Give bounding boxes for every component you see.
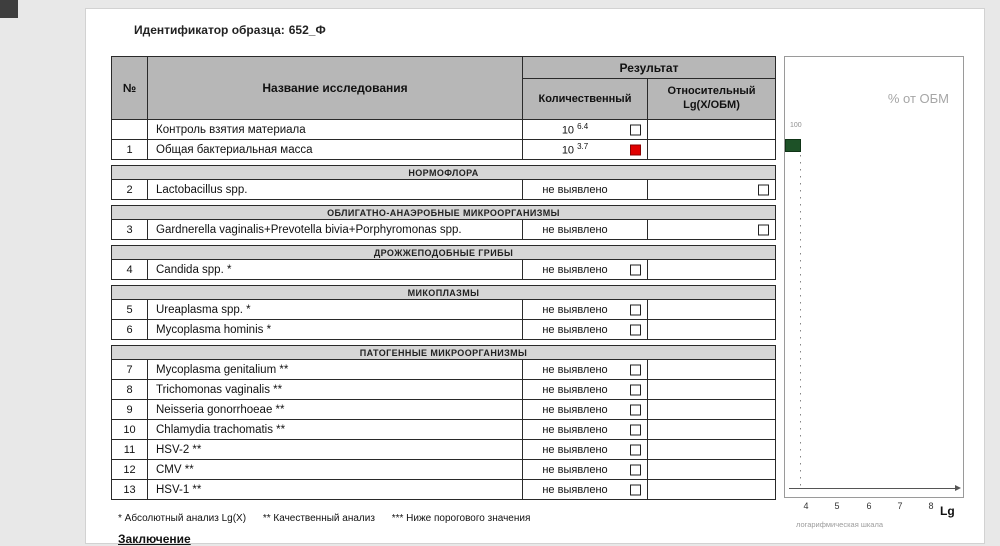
checkbox-icon — [630, 384, 641, 395]
cell-name: HSV-1 ** — [148, 480, 523, 499]
table-row — [111, 359, 776, 380]
quant-text: не выявлено — [542, 223, 608, 236]
cell-name: Candida spp. * — [148, 260, 523, 279]
checkbox-icon — [630, 404, 641, 415]
checkbox-icon — [630, 124, 641, 135]
checkbox-icon — [630, 444, 641, 455]
cell-num: 12 — [112, 460, 148, 479]
cell-relative — [648, 120, 775, 139]
cell-num: 3 — [112, 220, 148, 239]
checkbox-icon — [758, 224, 769, 235]
quant-value — [562, 122, 588, 137]
checkbox-icon — [630, 424, 641, 435]
report-page — [85, 8, 985, 544]
quant-base: 10 — [561, 144, 575, 157]
table-row-control — [111, 119, 776, 140]
cell-name: Chlamydia trachomatis ** — [148, 420, 523, 439]
cell-num: 11 — [112, 440, 148, 459]
cell-relative — [648, 440, 775, 459]
sample-id-value: 652_Ф — [288, 23, 326, 37]
cell-quantitative — [523, 400, 648, 419]
quant-text: не выявлено — [542, 383, 608, 396]
cell-relative — [648, 140, 775, 159]
cell-name: CMV ** — [148, 460, 523, 479]
obm-bar — [785, 139, 801, 152]
cell-name: Mycoplasma hominis * — [148, 320, 523, 339]
header-relative: Относительный Lg(X/ОБМ) — [667, 85, 756, 111]
cell-num: 5 — [112, 300, 148, 319]
quant-text: не выявлено — [542, 263, 608, 276]
section-label: НОРМОФЛОРА — [408, 167, 479, 178]
cell-name: Lactobacillus spp. — [148, 180, 523, 199]
header-num: № — [112, 57, 148, 119]
axis-tick: 6 — [866, 501, 872, 511]
cell-name: Trichomonas vaginalis ** — [148, 380, 523, 399]
footnotes — [118, 513, 544, 524]
section-label: МИКОПЛАЗМЫ — [407, 287, 480, 298]
quant-text: не выявлено — [542, 403, 608, 416]
cell-num: 8 — [112, 380, 148, 399]
obm-chart — [784, 56, 964, 498]
quant-text: не выявлено — [542, 443, 608, 456]
cell-relative — [648, 180, 775, 199]
footnote-threshold: *** Ниже порогового значения — [391, 513, 531, 524]
cell-quantitative — [523, 220, 648, 239]
checkbox-icon — [630, 324, 641, 335]
table-header — [111, 56, 776, 120]
cell-quantitative — [523, 260, 648, 279]
cell-relative — [648, 400, 775, 419]
cell-num — [112, 120, 148, 139]
section-row — [111, 205, 776, 220]
axis-tick: 8 — [928, 501, 934, 511]
cell-relative — [648, 480, 775, 499]
footnote-absolute: * Абсолютный анализ Lg(X) — [118, 513, 247, 524]
quant-exponent: 3.7 — [577, 142, 589, 152]
section-label: ДРОЖЖЕПОДОБНЫЕ ГРИБЫ — [373, 247, 514, 258]
checkbox-icon — [630, 364, 641, 375]
cell-relative — [648, 460, 775, 479]
scale-caption: логарифмическая шкала — [796, 520, 884, 529]
cell-num: 9 — [112, 400, 148, 419]
cell-num: 10 — [112, 420, 148, 439]
table-row — [111, 379, 776, 400]
section-row — [111, 285, 776, 300]
cell-quantitative — [523, 360, 648, 379]
table-row — [111, 399, 776, 420]
table-row — [111, 219, 776, 240]
cell-num: 2 — [112, 180, 148, 199]
checkbox-icon — [630, 464, 641, 475]
results-table — [111, 56, 776, 500]
section-row — [111, 345, 776, 360]
cell-num: 1 — [112, 140, 148, 159]
table-row — [111, 259, 776, 280]
cell-quantitative — [523, 420, 648, 439]
table-row — [111, 419, 776, 440]
cell-relative — [648, 360, 775, 379]
cell-quantitative — [523, 480, 648, 499]
cell-name: Gardnerella vaginalis+Prevotella bivia+Porphyromonas spp. — [148, 220, 523, 239]
cell-relative — [648, 300, 775, 319]
table-row — [111, 319, 776, 340]
table-row — [111, 439, 776, 460]
viewer-corner-square — [0, 0, 18, 18]
chart-dotted-baseline — [800, 155, 801, 487]
table-row — [111, 479, 776, 500]
cell-relative — [648, 380, 775, 399]
cell-quantitative — [523, 320, 648, 339]
axis-label-lg: Lg — [940, 504, 955, 518]
table-row — [111, 459, 776, 480]
cell-relative — [648, 320, 775, 339]
cell-name: HSV-2 ** — [148, 440, 523, 459]
axis-tick: 7 — [897, 501, 903, 511]
cell-name: Контроль взятия материала — [148, 120, 523, 139]
checkbox-icon — [758, 184, 769, 195]
cell-num: 7 — [112, 360, 148, 379]
checkbox-icon — [630, 304, 641, 315]
cell-quantitative — [523, 180, 648, 199]
table-row — [111, 179, 776, 200]
cell-quantitative — [523, 380, 648, 399]
conclusion-title: Заключение — [118, 532, 191, 546]
cell-quantitative — [523, 140, 648, 159]
section-row — [111, 245, 776, 260]
cell-name: Neisseria gonorrhoeae ** — [148, 400, 523, 419]
quant-value — [562, 142, 588, 157]
chart-x-axis — [789, 488, 955, 489]
checkbox-icon — [630, 264, 641, 275]
header-result: Результат — [523, 57, 775, 79]
checkbox-icon — [630, 484, 641, 495]
chart-bar-value: 100 — [790, 122, 802, 129]
axis-arrow-icon — [955, 485, 961, 491]
cell-num: 6 — [112, 320, 148, 339]
quant-text: не выявлено — [542, 323, 608, 336]
table-row — [111, 299, 776, 320]
cell-relative — [648, 420, 775, 439]
quant-text: не выявлено — [542, 303, 608, 316]
section-row — [111, 165, 776, 180]
axis-tick: 5 — [834, 501, 840, 511]
quant-text: не выявлено — [542, 423, 608, 436]
quant-text: не выявлено — [542, 183, 608, 196]
quant-text: не выявлено — [542, 463, 608, 476]
axis-tick: 4 — [803, 501, 809, 511]
header-quantitative: Количественный — [523, 79, 648, 119]
sample-id-label: Идентификатор образца: — [134, 23, 285, 37]
table-row — [111, 139, 776, 160]
cell-quantitative — [523, 440, 648, 459]
cell-num: 4 — [112, 260, 148, 279]
quant-text: не выявлено — [542, 363, 608, 376]
red-square-icon — [630, 144, 641, 155]
cell-name: Общая бактериальная масса — [148, 140, 523, 159]
cell-quantitative — [523, 120, 648, 139]
sample-id — [134, 23, 326, 37]
header-name: Название исследования — [148, 57, 523, 119]
cell-num: 13 — [112, 480, 148, 499]
section-label: ОБЛИГАТНО-АНАЭРОБНЫЕ МИКРООРГАНИЗМЫ — [327, 207, 560, 218]
chart-axis-ticks — [784, 501, 964, 513]
section-label: ПАТОГЕННЫЕ МИКРООРГАНИЗМЫ — [359, 347, 528, 358]
cell-name: Mycoplasma genitalium ** — [148, 360, 523, 379]
cell-quantitative — [523, 460, 648, 479]
cell-quantitative — [523, 300, 648, 319]
cell-name: Ureaplasma spp. * — [148, 300, 523, 319]
quant-base: 10 — [561, 124, 575, 137]
cell-relative — [648, 220, 775, 239]
quant-exponent: 6.4 — [577, 122, 589, 132]
cell-relative — [648, 260, 775, 279]
chart-title: % от ОБМ — [887, 91, 949, 106]
footnote-qualitative: ** Качественный анализ — [262, 513, 375, 524]
quant-text: не выявлено — [542, 483, 608, 496]
